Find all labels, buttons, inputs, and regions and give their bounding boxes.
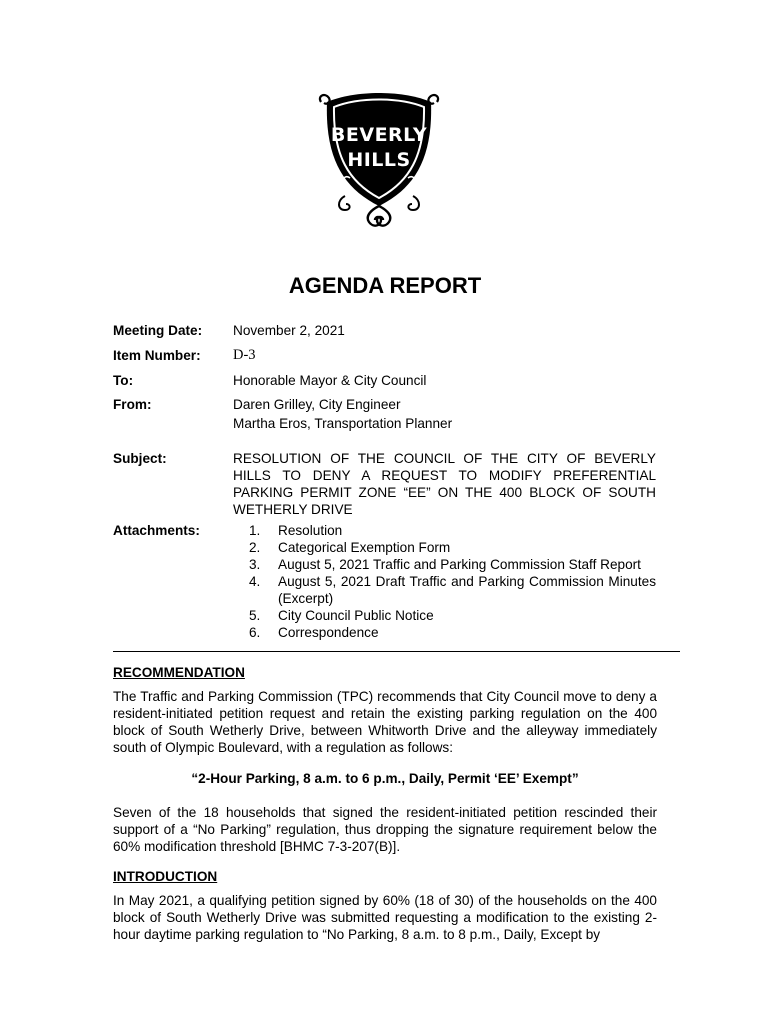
beverly-hills-seal-logo [315, 88, 443, 234]
item-number-value: D-3 [233, 347, 256, 363]
from-label: From: [113, 397, 152, 412]
subject-value: RESOLUTION OF THE COUNCIL OF THE CITY OF BEVERLY HILLS TO DENY A REQUEST TO MODIFY PREFERENTIAL PARKING PERMIT ZONE “EE” ON THE 400 BLOCK OF SOUTH WETHERLY DRIVE [233, 451, 656, 517]
meeting-date-label: Meeting Date: [113, 323, 203, 338]
attachment-item: 4. August 5, 2021 Draft Traffic and Parking Commission Minutes (Excerpt) [249, 574, 656, 606]
attachments-list [233, 522, 656, 641]
meeting-date-value: November 2, 2021 [233, 323, 345, 338]
item-number-label: Item Number: [113, 348, 201, 363]
from-value [233, 396, 656, 432]
page-title: AGENDA REPORT [288, 273, 482, 298]
from-line-1: Daren Grilley, City Engineer [233, 397, 401, 412]
seal-text-beverly: BEVERLY [330, 124, 428, 146]
attachments-label: Attachments: [113, 523, 200, 538]
recommendation-quote: “2-Hour Parking, 8 a.m. to 6 p.m., Daily, Permit ‘EE’ Exempt” [191, 771, 579, 786]
attachment-item: 1. Resolution [249, 523, 343, 538]
introduction-heading: INTRODUCTION [113, 869, 218, 884]
from-line-2: Martha Eros, Transportation Planner [233, 416, 453, 431]
recommendation-paragraph-1: The Traffic and Parking Commission (TPC) recommends that City Council move to deny a resident-initiated petition request and retain the existing parking regulation on the 400 block of South Wetherly Drive, between Whitworth Drive and the alleyway immediately south of Olympic Boulevard, with a regulation as follows: [113, 689, 657, 755]
attachment-item: 5. City Council Public Notice [249, 608, 434, 623]
section-divider [113, 651, 680, 652]
to-value: Honorable Mayor & City Council [233, 373, 427, 388]
attachment-item: 2. Categorical Exemption Form [249, 540, 451, 555]
introduction-paragraph-1: In May 2021, a qualifying petition signed by 60% (18 of 30) of the households on the 400 block of South Wetherly Drive was submitted requesting a modification to the existing 2-hour daytime parking regulation to “No Parking, 8 a.m. to 8 p.m., Daily, Except by [113, 893, 657, 942]
seal-text-hills: HILLS [347, 149, 411, 171]
recommendation-heading: RECOMMENDATION [113, 665, 245, 680]
attachment-item: 6. Correspondence [249, 625, 379, 640]
recommendation-paragraph-2: Seven of the 18 households that signed the resident-initiated petition rescinded their support of a “No Parking” regulation, thus dropping the signature requirement below the 60% modification threshold [BHMC 7-3-207(B)]. [113, 805, 657, 854]
attachment-item: 3. August 5, 2021 Traffic and Parking Commission Staff Report [249, 557, 641, 572]
to-label: To: [113, 373, 134, 388]
subject-label: Subject: [113, 451, 167, 466]
